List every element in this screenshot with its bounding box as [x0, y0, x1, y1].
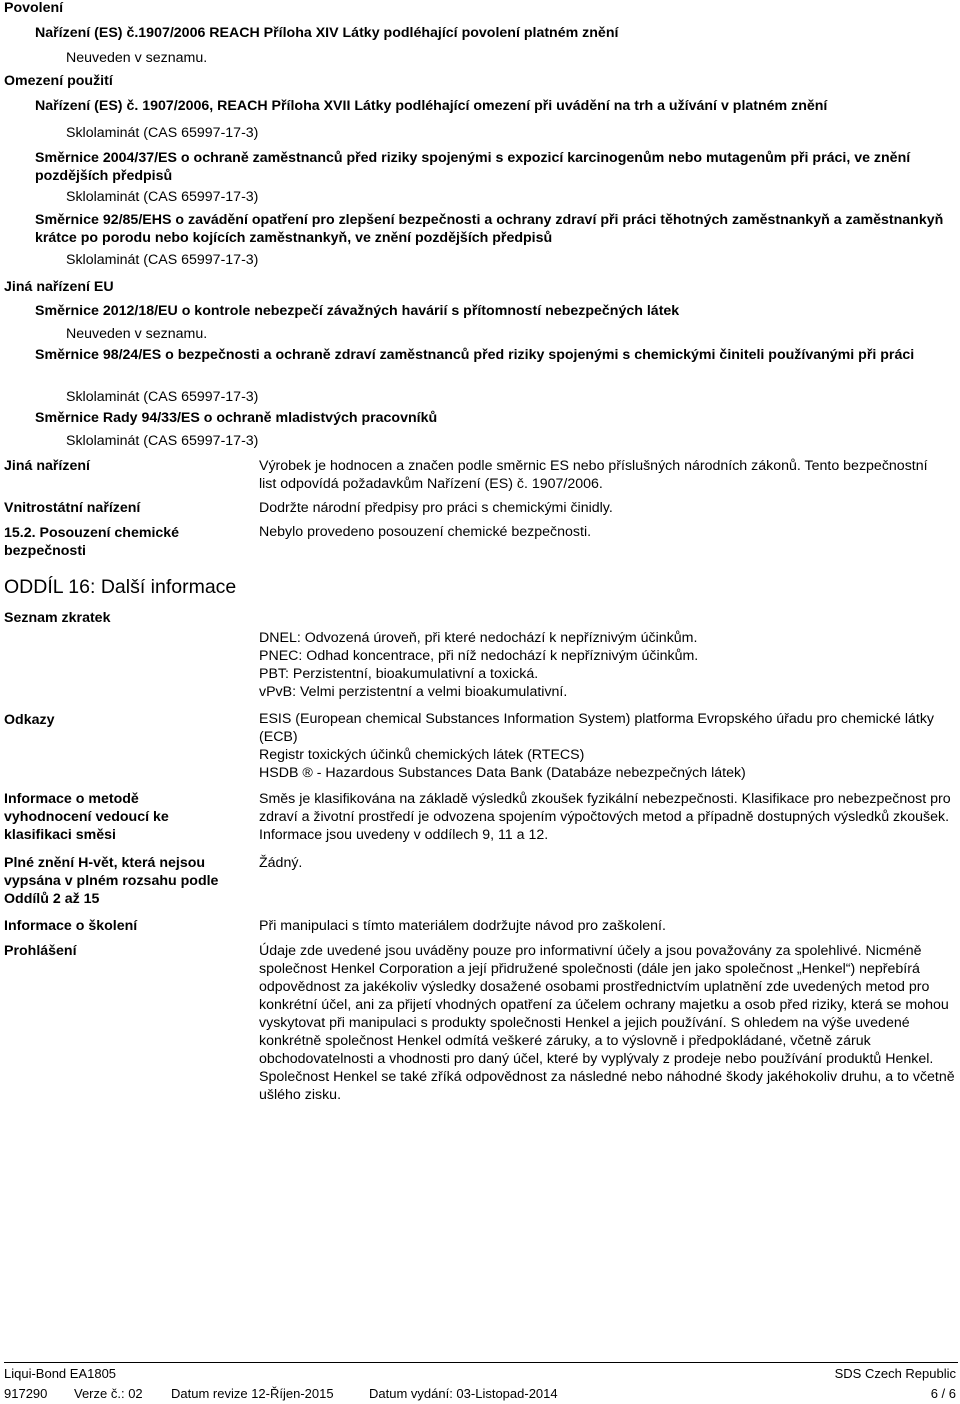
abbreviation-item: PBT: Perzistentní, bioakumulativní a toxická.: [259, 666, 539, 682]
abbreviation-item: DNEL: Odvozená úroveň, při které nedochází k nepříznivým účinkům.: [259, 630, 698, 646]
directive-2012-18-title: Směrnice 2012/18/EU o kontrole nebezpečí závažných havárií s přítomností nebezpečných látek: [35, 303, 680, 319]
abbreviations-label: Seznam zkratek: [4, 610, 111, 626]
directive-98-24-value: Sklolaminát (CAS 65997-17-3): [66, 389, 259, 405]
reference-item: Registr toxických účinků chemických látek (RTECS): [259, 747, 585, 763]
reference-item: ESIS (European chemical Substances Information System) platforma Evropského úřadu pro chemické látky (ECB): [259, 711, 935, 745]
section-16-title: ODDÍL 16: Další informace: [4, 576, 237, 598]
directive-2004-37-value: Sklolaminát (CAS 65997-17-3): [66, 189, 259, 205]
reach-annex-xvii-title: Nařízení (ES) č. 1907/2006, REACH Příloha XVII Látky podléhající omezení při uvádění na trh a užívání v platném znění: [35, 98, 828, 114]
other-regulations-label: Jiná nařízení: [4, 458, 90, 474]
footer-version: Verze č.: 02: [74, 1386, 143, 1401]
restrictions-heading: Omezení použití: [4, 73, 113, 89]
footer-sds-country: SDS Czech Republic: [834, 1366, 956, 1381]
directive-2012-18-value: Neuveden v seznamu.: [66, 326, 208, 342]
footer-page-number: 6 / 6: [930, 1386, 956, 1401]
footer-revision-date: Datum revize 12-Říjen-2015: [171, 1386, 334, 1401]
abbreviation-item: vPvB: Velmi perzistentní a velmi bioakumulativní.: [259, 684, 568, 700]
abbreviations-list: [259, 629, 698, 701]
disclaimer-label: Prohlášení: [4, 943, 77, 959]
footer-product-name: Liqui-Bond EA1805: [4, 1366, 117, 1381]
disclaimer-value: Údaje zde uvedené jsou uváděny pouze pro informativní účely a jsou považovány za spolehlivé. Nicméně společnost Henkel Corporation a její přidružené společnosti (dále jen jako společnost „Henkel“) nepřebírá odpovědnost za jakékoliv výsledky dosažené osobami prostřednictvím uplatnění zde uvedených metod pro konkrétní účel, ani za přijetí vhodných opatření za účelem ochrany majetku a osob před riziky, která se mohou vyskytovat při manipulaci s produkty společnosti Henkel a jejich používání. S ohledem na výše uvedené konkrétně společnost Henkel odmítá veškeré záruky, a to výslovně i předpokládané, včetně záruk obchodovatelnosti a vhodnosti pro daný účel, které by vyplývaly z prodeje nebo používání produktů Henkel. Společnost Henkel se také zříká odpovědnost za následné nebo náhodné škody jakéhokoliv druhu, a to včetně ušlého zisku.: [259, 943, 955, 1103]
reach-annex-xiv-title: Nařízení (ES) č.1907/2006 REACH Příloha XIV Látky podléhající povolení platném znění: [35, 25, 619, 41]
reach-annex-xiv-value: Neuveden v seznamu.: [66, 50, 208, 66]
chemical-safety-assessment-value: Nebylo provedeno posouzení chemické bezpečnosti.: [259, 524, 592, 540]
reach-annex-xvii-value: Sklolaminát (CAS 65997-17-3): [66, 125, 259, 141]
classification-method-value: Směs je klasifikována na základě výsledků zkoušek fyzikální nebezpečnosti. Klasifikace pro nebezpečnost pro zdraví a životní prostředí je odvozena spojením výpočtových metod a případně dostupných výsledků zkoušek. Informace jsou uvedeny v oddílech 9, 11 a 12.: [259, 791, 951, 843]
training-label: Informace o školení: [4, 918, 138, 934]
directive-98-24-title: Směrnice 98/24/ES o bezpečnosti a ochraně zdraví zaměstnanců před riziky spojenými s chemickými činiteli používanými při práci: [35, 347, 915, 363]
footer-divider: [4, 1362, 958, 1363]
references-label: Odkazy: [4, 712, 55, 728]
reference-item: HSDB ® - Hazardous Substances Data Bank (Databáze nebezpečných látek): [259, 765, 746, 781]
training-value: Při manipulaci s tímto materiálem dodržujte návod pro zaškolení.: [259, 918, 666, 934]
national-regulations-value: Dodržte národní předpisy pro práci s chemickými činidly.: [259, 500, 613, 516]
other-eu-heading: Jiná nařízení EU: [4, 279, 114, 295]
abbreviation-item: PNEC: Odhad koncentrace, při níž nedochází k nepříznivým účinkům.: [259, 648, 699, 664]
national-regulations-label: Vnitrostátní nařízení: [4, 500, 141, 516]
directive-94-33-title: Směrnice Rady 94/33/ES o ochraně mladistvých pracovníků: [35, 410, 438, 426]
h-statements-value: Žádný.: [259, 855, 303, 871]
footer-product-code: 917290: [4, 1386, 48, 1401]
directive-92-85-title: Směrnice 92/85/EHS o zavádění opatření pro zlepšení bezpečnosti a ochrany zdraví při práci těhotných zaměstnankyň a zaměstnankyň krátce po porodu nebo kojících zaměstnankyň, ve znění pozdějších předpisů: [35, 212, 944, 246]
directive-94-33-value: Sklolaminát (CAS 65997-17-3): [66, 433, 259, 449]
chemical-safety-assessment-label: 15.2. Posouzení chemické bezpečnosti: [4, 525, 180, 559]
footer-issue-date: Datum vydání: 03-Listopad-2014: [369, 1386, 558, 1401]
references-list: [259, 710, 939, 782]
permits-heading: Povolení: [4, 0, 64, 16]
directive-2004-37-title: Směrnice 2004/37/ES o ochraně zaměstnanců před riziky spojenými s expozicí karcinogenům nebo mutagenům při práci, ve znění pozdějších předpisů: [35, 150, 911, 184]
other-regulations-value: Výrobek je hodnocen a značen podle směrnic ES nebo příslušných národních zákonů. Tento bezpečnostní list odpovídá požadavkům Nařízení (ES) č. 1907/2006.: [259, 458, 928, 492]
classification-method-label: Informace o metodě vyhodnocení vedoucí ke klasifikaci směsi: [4, 791, 169, 843]
h-statements-label: Plné znění H-vět, která nejsou vypsána v plném rozsahu podle Oddílů 2 až 15: [4, 855, 219, 907]
directive-92-85-value: Sklolaminát (CAS 65997-17-3): [66, 252, 259, 268]
